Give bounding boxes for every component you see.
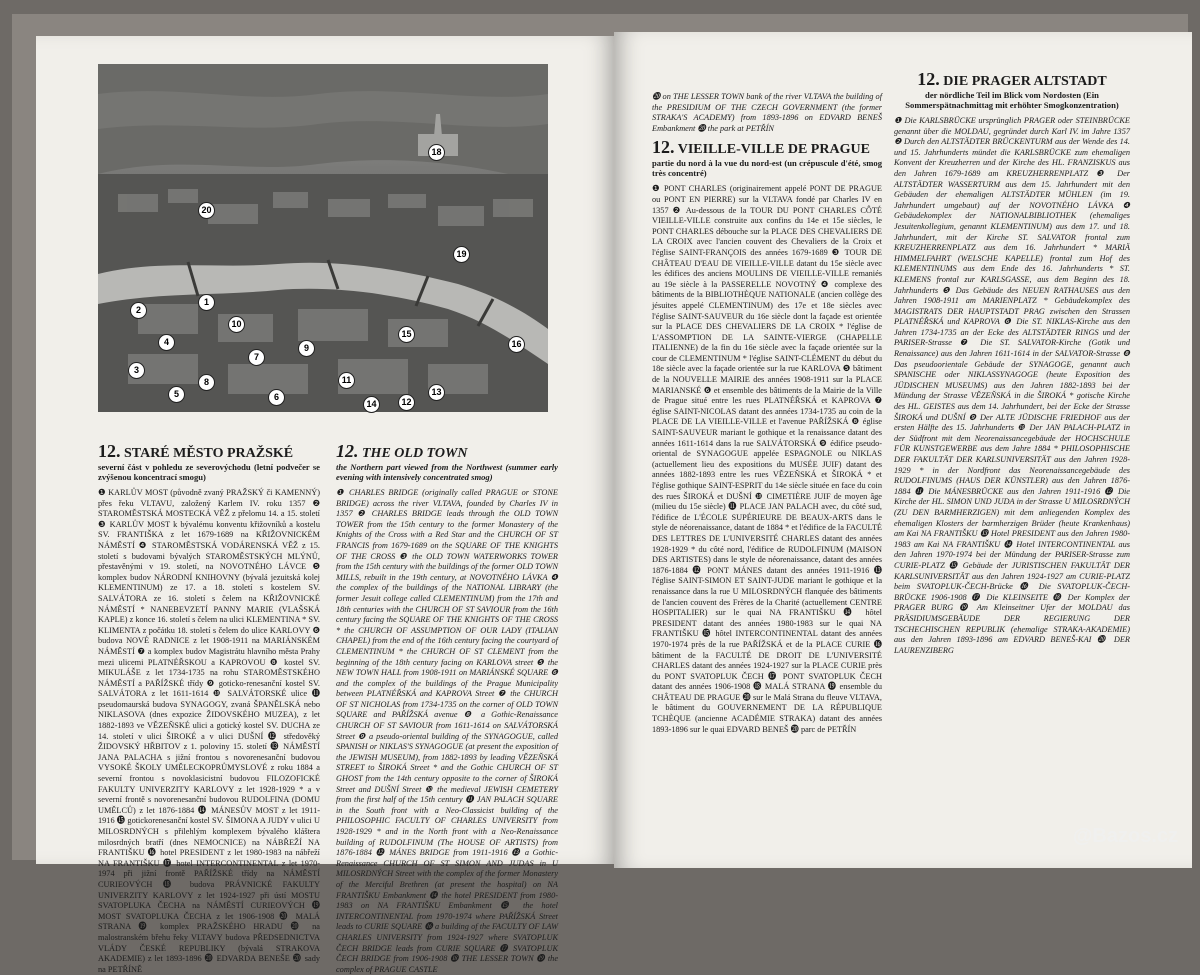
czech-subtitle: severní část v pohledu ze severovýchodu (letní podvečer se zvýšenou koncentrací smogu) xyxy=(98,462,320,482)
czech-body: ❶ KARLŮV MOST (původně zvaný PRAŽSKÝ či KAMENNÝ) přes řeku VLTAVU, založený Karlem IV. roku 1357 ❷ STAROMĚSTSKÁ MOSTECKÁ VĚŽ z přelomu 14. a 15. století ❸ KARLŮV MOST k bývalému konventu křižovníků a kostelu SV. FRANTIŠKA z let 1679-1689 na KŘIŽOVNICKÉM NÁMĚSTÍ ❹ STAROMĚSTSKÁ VODÁRENSKÁ VĚŽ z 15. století s budovami bývalých STAROMĚSTSKÝCH MLÝNŮ, přestavěnými v 19. století, na NOVOTNÉHO LÁVCE ❺ komplex budov NÁRODNÍ KNIHOVNY (bývalá jezuitská kolej KLEMENTINUM) ze 17. a 18. století s kostelem SV. SALVÁTORA ze 16. století s čelem na KŘIŽOVNICKÉ NÁMĚSTÍ * NANEBEVZETÍ PANNY MARIE (VLAŠSKÁ KAPLE) z konce 16. století s čelem na ulici KLEMENTINA * SV. KLIMENTA z počátku 18. století s čelem do ulice KARLOVY ❻ budova NOVÉ RADNICE z let 1908-1911 na MARIÁNSKÉM NÁMĚSTÍ ❼ a komplex budov Magistrátu hlavního města Prahy mezi ulicemi PLATNÉŘSKOU a KAPROVOU ❽ kostel SV. MIKULÁŠE z let 1734-1735 na rohu STAROMĚSTSKÉHO NÁMĚSTÍ a PAŘÍŽSKÉ třídy ❾ goticko-renesanční kostel SV. SALVÁTORA z let 1611-1614 ❿ SALVÁTORSKÉ ulice ⓫ pseudomaurská budova SYNAGOGY, zvaná ŠPANĚLSKÁ nebo NIKLASOVA (dnes expozice ŽIDOVSKÉHO MUZEA), z let 1882-1893 ve VĚZEŇSKÉ ulici a gotický kostel SV. DUCHA ze 14. století v ulici ŠIROKÉ a v ulici DUŠNÍ ⓬ středověký ŽIDOVSKÝ HŘBITOV z 1. poloviny 15. století ⓭ NÁMĚSTÍ JANA PALACHA s jižní frontou s novorenesanční budovou VYSOKÉ ŠKOLY UMĚLECKOPRŮMYSLOVÉ z roku 1884 a severní frontou s novoklasicistní budovou FILOZOFICKÉ FAKULTY UNIVERZITY KARLOVY z let 1928-1929 * a v severní frontě s novorenesanční budovou RUDOLFINA (DOMU UMĚLCŮ) z let 1876-1884 ⓮ MÁNESŮV MOST z let 1911-1916 ⓯ gotickorenesanční kostel SV. ŠIMONA A JUDY v ulici U MILOSRDNÝCH s přilehlým komplexem bývalého kláštera milosrdných bratří (dnes NEMOCNICE) na NÁBŘEŽÍ NA FRANTIŠKU ⓰ hotel PRESIDENT z let 1980-1983 na nábřeží NA FRANTIŠKU ⓱ hotel INTERCONTINENTAL z let 1970-1974 při jižní frontě PAŘÍŽSKÉ třídy na NÁMĚSTÍ CURIEOVÝCH ⓲ budova PRÁVNICKÉ FAKULTY UNIVERZITY KARLOVY z let 1924-1927 při ústí MOSTU SVATOPLUKA ČECHA na NÁMĚSTÍ CURIEOVÝCH ⓳ MOST SVATOPLUKA ČECHA z let 1906-1908 ⓴ MALÁ STRANA ⓳ komplex PRAŽSKÉHO HRADU ⓴ na malostranském břehu řeky VLTAVY budova PŘEDSEDNICTVA VLÁDY ČESKÉ REPUBLIKY (bývalá STRAKOVA AKADEMIE) z let 1893-1896 ⓴ EDVARDA BENEŠE ⓴ sady na PETŘÍNĚ xyxy=(98,488,320,974)
photo-label: 5 xyxy=(168,386,185,403)
book-spread xyxy=(12,14,1188,974)
photo-label: 18 xyxy=(428,144,445,161)
photo-label: 6 xyxy=(268,389,285,406)
german-title: DIE PRAGER ALTSTADT xyxy=(943,74,1107,89)
german-subtitle: der nördliche Teil im Blick vom Nordosten (Ein Sommerspätnachmittag mit erhöhter Smogkonzentration) xyxy=(905,90,1119,110)
french-body: ❶ PONT CHARLES (originairement appelé PONT DE PRAGUE ou PONT EN PIERRE) sur la VLTAVA fondé par Charles IV en 1357 ❷ Au-dessous de la TOUR DU PONT CHARLES CÔTÉ VIEILLE-VILLE construite aux confins du 14e et 15e siècles, le PONT CHARLES débouche sur la PLACE DES CHEVALIERS DE LA CROIX avec l'ancien couvent des Chevaliers de la Croix et l'église SAINT-FRANÇOIS des années 1679-1689 ❸ TOUR DE CHÂTEAU D'EAU DE VIEILLE-VILLE datant du 15e siècle avec les édifices des anciens MOULINS DE VIEILLE-VILLE remaniés au 19e siècle à la PASSERELLE NOVOTNÝ ❹ complexe des bâtiments de la BIBLIOTHÈQUE NATIONALE (ancien collège des jésuites appelé CLEMENTINUM) des 17e et 18e siècles avec l'église SAINT-SAUVEUR du 16e siècle dont la façade est orientée sur la PLACE DES CHEVALIERS DE LA CROIX * l'église de L'ASSOMPTION DE LA SAINTE-VIERGE (CHAPELLE ITALIENNE) de la fin du 16e siècle avec la façade orientée sur la cour de CLEMENTINUM * l'église SAINT-CLÉMENT du début du 18e siècle avec la façade orientée sur la rue KARLOVA ❺ bâtiment de la NOUVELLE MAIRIE des années 1908-1911 sur la PLACE MARIANSKÉ ❻ et ensemble des bâtiments de la Mairie de la Ville de Prague situé entre les rues PLATNÉŘSKÁ et KAPROVA ❼ église SAINT-NICOLAS datant des années 1734-1735 au coin de la PLACE DE LA VIEILLE-VILLE et l'avenue PAŘÍŽSKÁ ❽ église SAINT-SAUVEUR mariant le gothique et la renaissance datant des années 1611-1614 dans la rue SALVÁTORSKÁ ❾ édifice pseudo-oriental de SYNAGOGUE appelée ESPAGNOLE ou NIKLAS (actuellement lieu des expositions du MUSÉE JUIF) datant des années 1882-1893 entre les rues VĚZEŇSKÁ et ŠIROKÁ * et l'église gothique SAINT-ESPRIT du 14e siècle située en face du coin des rues ŠIROKÁ et DUŠNÍ ❿ CIMETIÈRE JUIF de moyen âge (milieu du 15e siècle) ⓫ PLACE JAN PALACH avec, du côté sud, l'édifice de L'ÉCOLE SUPÉRIEURE DE BEAUX-ARTS dans le style de néorenaissance, datant de 1884 * et l'édifice de la FACULTÉ DES LETTRES DE L'UNIVERSITÉ CHARLES datant des années 1928-1929 * du côté nord, l'édifice de RUDOLFINUM (MAISON DES ARTISTES) dans le style de néorenaissance, datant des années 1876-1884 ⓬ PONT MÁNES datant des années 1911-1916 ⓭ l'église SAINT-SIMON ET SAINT-JUDE mariant le gothique et la renaissance dans la rue U MILOSRDNÝCH flanquée des bâtiments de l'ancien couvent des Frères de la Charité (actuellement CENTRE HOSPITALIER) sur le quai NA FRANTIŠKU ⓮ hôtel PRESIDENT datant des années 1980-1983 sur le quai NA FRANTIŠKU ⓯ hôtel INTERCONTINENTAL datant des années 1970-1974 près de la rue PAŘÍŽSKÁ et de la PLACE CURIE ⓰ bâtiment de la FACULTÉ DE DROIT DE L'UNIVERSITÉ CHARLES datant des années 1924-1927 sur la PLACE CURIE près du PONT SVATOPLUK ČECH ⓱ PONT SVATOPLUK ČECH datant des années 1906-1908 ⓲ MALÁ STRANA ⓳ ensemble du CHÂTEAU DE PRAGUE ⓴ sur le Malá Strana du fleuve VLTAVA, le bâtiment du GOUVERNEMENT DE LA RÉPUBLIQUE TCHÈQUE (ancienne ACADÉMIE STRAKA) datant des années 1893-1896 sur le quai EDVARD BENEŠ ⓴ parc de PETŘÍN xyxy=(652,184,882,734)
english-body: ❶ CHARLES BRIDGE (originally called PRAGUE or STONE BRIDGE) across the river VLTAVA, founded by Charles IV in 1357 ❷ CHARLES BRIDGE leads through the OLD TOWN TOWER from the 15th century to the former Monastery of the Knights of the Cross with a Red Star and the CHURCH OF ST FRANCIS from 1679-1689 on the SQUARE OF THE KNIGHTS OF THE CROSS ❸ the OLD TOWN WATERWORKS TOWER from the 15th century with the buildings of the former OLD TOWN MILLS, rebuilt in the 19th century, at NOVOTNÉHO LÁVKA ❹ the complex of the buildings of the NATIONAL LIBRARY (the former Jesuit college called CLEMENTINUM) from the 17th and 18th centuries with the CHURCH OF ST SAVIOUR from the 16th century facing the SQUARE OF THE KNIGHTS OF THE CROSS * the CHURCH OF ASSUMPTION OF OUR LADY (ITALIAN CHAPEL) from the end of the 16th century facing the courtyard of CLEMENTINUM * the CHURCH OF ST CLEMENT from the beginning of the 18th century facing on KARLOVA street ❺ the NEW TOWN HALL from 1908-1911 on MARIÁNSKÉ SQUARE ❻ and the complex of the buildings of the Prague Municipality between PLATNÉŘSKÁ and KAPROVA Street ❼ the CHURCH OF ST NICHOLAS from 1734-1735 on the corner of OLD TOWN SQUARE and PAŘÍŽSKÁ avenue ❽ a Gothic-Renaissance CHURCH OF ST SAVIOUR from 1611-1614 on SALVÁTORSKÁ Street ❾ a pseudo-oriental building of the SYNAGOGUE, called SPANISH or NIKLAS'S SYNAGOGUE (at present the exposition of the JEWISH MUSEUM), from 1882-1893 by leading VĚZEŇSKÁ STREET to ŠIROKÁ Street * and the Gothic CHURCH OF ST GHOST from the 14th century opposite to the corner of ŠIROKÁ Street and DUŠNÍ Street ❿ the medieval JEWISH CEMETERY from the first half of the 15th century ⓫ JAN PALACH SQUARE in the South front with a Neo-Classicist building of the PHILOSOPHIC FACULTY OF CHARLES UNIVERSITY from 1928-1929 * and in the North front with a Neo-Renaissance building of RUDOLFINUM (The HOUSE OF ARTISTS) from 1876-1884 ⓬ MÁNES BRIDGE from 1911-1916 ⓭ a Gothic-Renaissance CHURCH OF ST SIMON AND JUDAS in U MILOSRDNÝCH Street with the complex of the former Monastery of the Merciful Brethren (at present the hospital) on NA FRANTIŠKU Embankment ⓮ the hotel PRESIDENT from 1980-1983 on NA FRANTIŠKU Embankment ⓯ the hotel INTERCONTINENTAL from 1970-1974 where PAŘÍŽSKÁ Street leads to CURIE SQUARE ⓰ a building of the FACULTY OF LAW CHARLES UNIVERSITY from 1924-1927 where SVATOPLUK ČECH BRIDGE leads from CURIE SQUARE ⓱ SVATOPLUK ČECH BRIDGE from 1906-1908 ⓲ THE LESSER TOWN ⓳ the complex of PRAGUE CASTLE xyxy=(336,488,558,974)
photo-label: 2 xyxy=(130,302,147,319)
english-title: THE OLD TOWN xyxy=(362,446,468,461)
english-continuation: ⓴ on THE LESSER TOWN bank of the river VLTAVA the building of the PRESIDIUM OF THE CZECH GOVERNMENT (the former STRAKA'S ACADEMY) from 1893-1896 on EDVARD BENEŠ Embankment ⓴ the park at PETŘÍN xyxy=(652,92,882,133)
photo-label: 16 xyxy=(508,336,525,353)
photo-label: 7 xyxy=(248,349,265,366)
german-column xyxy=(894,69,1130,656)
left-page xyxy=(36,36,614,974)
photo-label: 20 xyxy=(198,202,215,219)
photo-label: 1 xyxy=(198,294,215,311)
german-heading xyxy=(894,69,1130,89)
photo-label: 19 xyxy=(453,246,470,263)
french-heading xyxy=(652,137,882,158)
english-number: 12. xyxy=(336,441,359,461)
photo-label: 10 xyxy=(228,316,245,333)
watermark: @Bazos.cz xyxy=(1072,825,1178,847)
aerial-photo xyxy=(98,64,548,412)
french-column xyxy=(652,92,882,735)
right-page xyxy=(614,32,1192,868)
photo-label: 3 xyxy=(128,362,145,379)
czech-heading xyxy=(98,441,320,461)
french-number: 12. xyxy=(652,137,675,158)
photo-label: 12 xyxy=(398,394,415,411)
aerial-photo-drawing xyxy=(98,64,548,412)
photo-label: 4 xyxy=(158,334,175,351)
photo-label: 15 xyxy=(398,326,415,343)
photo-label: 9 xyxy=(298,340,315,357)
czech-number: 12. xyxy=(98,441,121,461)
english-subtitle: the Northern part viewed from the Northwest (summer early evening with intensively concentrated smog) xyxy=(336,462,558,482)
czech-title: STARÉ MĚSTO PRAŽSKÉ xyxy=(124,446,294,461)
french-title: VIEILLE-VILLE DE PRAGUE xyxy=(677,142,870,158)
german-body: ❶ Die KARLSBRÜCKE ursprünglich PRAGER oder STEINBRÜCKE genannt über die MOLDAU, gegründet durch Karl IV. im Jahre 1357 ❷ Durch den ALTSTÄDTER BRÜCKENTURM aus der Wende des 14. und 15. Jahrhunderts mündet die KARLSBRÜCKE zum ehemaligen Konvent der Kreuzherren und der Kirche des HL. FRANZISKUS aus den Jahren 1679-1689 am KREUZHERRENPLATZ ❸ Der ALTSTÄDTER WASSERTURM aus dem 15. Jahrhundert mit den Gebäuden der ehemaligen ALTSTÄDTER MÜHLEN (im 19. Jahrhundert umgebaut) auf der NOVOTNÉHO LÁVKA ❹ Gebäudekomplex der NATIONALBIBLIOTHEK (ehemaliges Jesuitenkollegium, genannt KLEMENTINUM) aus dem 17. und 18. Jahrhundert, mit der Kirche ST. SALVATOR frontal zum KREUZHERRENPLATZ aus dem 16. Jahrhundert * MARIÄ HIMMELFAHRT (WELSCHE KAPELLE) frontal zum Hof des KLEMENTINUMS aus dem Ende des 16. Jahrhunderts * ST. KLEMENS frontal zur KARLSGASSE, aus dem Beginn des 18. Jahrhunderts ❺ Das Gebäude des NEUEN RATHAUSES aus den Jahren 1908-1911 am MARIENPLATZ * Gebäudekomplex des MAGISTRATS DER HAUPTSTADT PRAG zwischen den Strassen PLATNÉŘSKÁ und KAPROVA ❻ Die ST. NIKLAS-Kirche aus den Jahren 1734-1735 an der Ecke des ALTSTÄDTER RINGS und der PARISER-Strasse ❼ Die ST. SALVATOR-Kirche (Gotik und Renaissance) aus den Jahren 1611-1614 in der SALVATOR-Strasse ❽ Das pseudoorientale Gebäude der SYNAGOGE, genannt auch SPANISCHE oder NIKLASSYNAGOGE (heute Exposition des JÜDISCHEN MUSEUMS) aus den Jahren 1882-1893 bei der Mündung der Strasse VĚZEŇSKÁ in die ŠIROKÁ * gotische Kirche des HL. GEISTES aus dem 14. Jahrhundert, bei der Ecke der Strasse ŠIROKÁ und DUŠNÍ ❾ Der ALTE JÜDISCHE FRIEDHOF aus der ersten Hälfte des 15. Jahrhunderts ❿ Der JAN PALACH-PLATZ in der Südfront mit dem Neorenaissancegebäude der HOCHSCHULE FÜR KUNSTGEWERBE aus dem Jahre 1884 * PHILOSOPHISCHE DER FAKULTÄT DER KARLSUNIVERSITÄT aus den Jahren 1928-1929 * in der Nordfront das Neorenaissancegebäude des RUDOLFINUMS (HAUS DER KÜNSTLER) aus den Jahren 1876-1884 ⓫ Die MÁNESBRÜCKE aus den Jahren 1911-1916 ⓬ Die Kirche der HL. SIMON UND JUDA in der Strasse U MILOSRDNÝCH (ZU DEN BARMHERZIGEN) mit dem anliegenden Komplex des ehemaligen Klosters der barmherzigen Brüder (heute Krankenhaus) am Kai NA FRANTIŠKU ⓭ Hotel PRESIDENT aus den Jahren 1980-1983 am Kai NA FRANTIŠKU ⓮ Hotel INTERCONTINENTAL aus den Jahren 1970-1974 bei der Mündung der PARISER-Strasse zum CURIE-PLATZ ⓯ Gebäude der JURISTISCHEN FAKULTÄT DER KARLSUNIVERSITÄT aus den Jahren 1924-1927 am CURIE-PLATZ beim SVATOPLUK-ČECH-Brücke ⓰ Die SVATOPLUK-ČECH-BRÜCKE 1906-1908 ⓱ Die KLEINSEITE ⓲ Der Komplex der PRAGER BURG ⓳ Am Kleinseitner Ufer der MOLDAU das PRÄSIDIUMSGEBÄUDE DER REGIERUNG DER TSCHECHISCHEN REPUBLIK (ehemalige STRAKA-AKADEMIE) aus den Jahren 1893-1896 am EDVARD BENEŠ-KAI ⓴ DER LAURENZIBERG xyxy=(894,116,1130,655)
czech-column xyxy=(98,441,320,975)
english-column xyxy=(336,441,558,975)
photo-label: 14 xyxy=(363,396,380,413)
german-number: 12. xyxy=(917,69,940,89)
english-heading xyxy=(336,441,558,461)
french-subtitle: partie du nord à la vue du nord-est (un crépuscule d'été, smog très concentré) xyxy=(652,158,882,179)
photo-label: 13 xyxy=(428,384,445,401)
photo-label: 8 xyxy=(198,374,215,391)
photo-label: 11 xyxy=(338,372,355,389)
